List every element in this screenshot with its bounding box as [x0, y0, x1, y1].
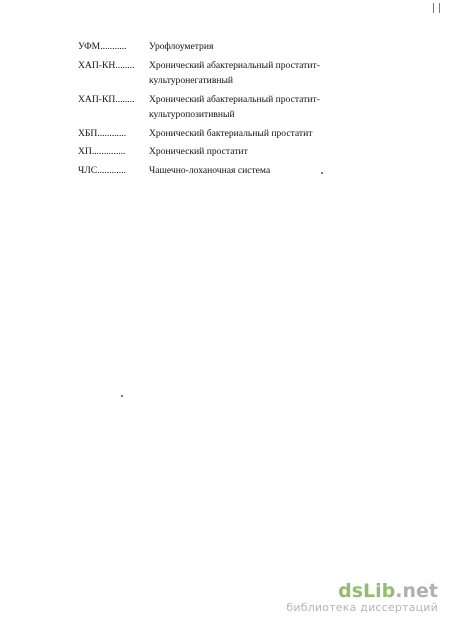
scan-speck	[321, 172, 323, 174]
abbreviation-definition-continuation: культуронегативный	[149, 75, 234, 86]
abbreviation-row	[78, 92, 408, 108]
abbreviation-list	[78, 39, 408, 178]
abbreviation-term: ЧЛС............	[78, 164, 126, 176]
abbreviation-term: ХАП-КН........	[78, 59, 135, 71]
abbreviation-row	[78, 39, 408, 55]
abbreviation-definition: Хронический бактериальный простатит	[149, 127, 313, 139]
abbreviation-definition-continuation: культуропозитивный	[149, 109, 235, 120]
watermark-logo: dsLib.net	[338, 580, 438, 602]
abbreviation-definition: Чашечно-лоханочная система	[149, 164, 271, 176]
abbreviation-row	[78, 58, 408, 74]
abbreviation-term: ХБП............	[78, 127, 127, 139]
scan-corner-mark	[433, 3, 440, 13]
abbreviation-term: ХП..............	[78, 146, 126, 157]
abbreviation-definition: Хронический простатит	[149, 146, 248, 157]
scan-speck	[121, 395, 123, 397]
abbreviation-row	[78, 163, 408, 179]
abbreviation-row	[78, 144, 408, 160]
abbreviation-definition: Хронический абактериальный простатит-	[149, 93, 320, 105]
watermark-subtitle: библиотека диссертаций	[286, 601, 438, 614]
abbreviation-definition: Урофлоуметрия	[149, 41, 214, 52]
abbreviation-term: ХАП-КП........	[78, 93, 135, 105]
abbreviation-term: УФМ...........	[78, 41, 127, 52]
abbreviation-definition: Хронический абактериальный простатит-	[149, 59, 320, 71]
abbreviation-row	[78, 126, 408, 142]
watermark	[286, 581, 438, 615]
